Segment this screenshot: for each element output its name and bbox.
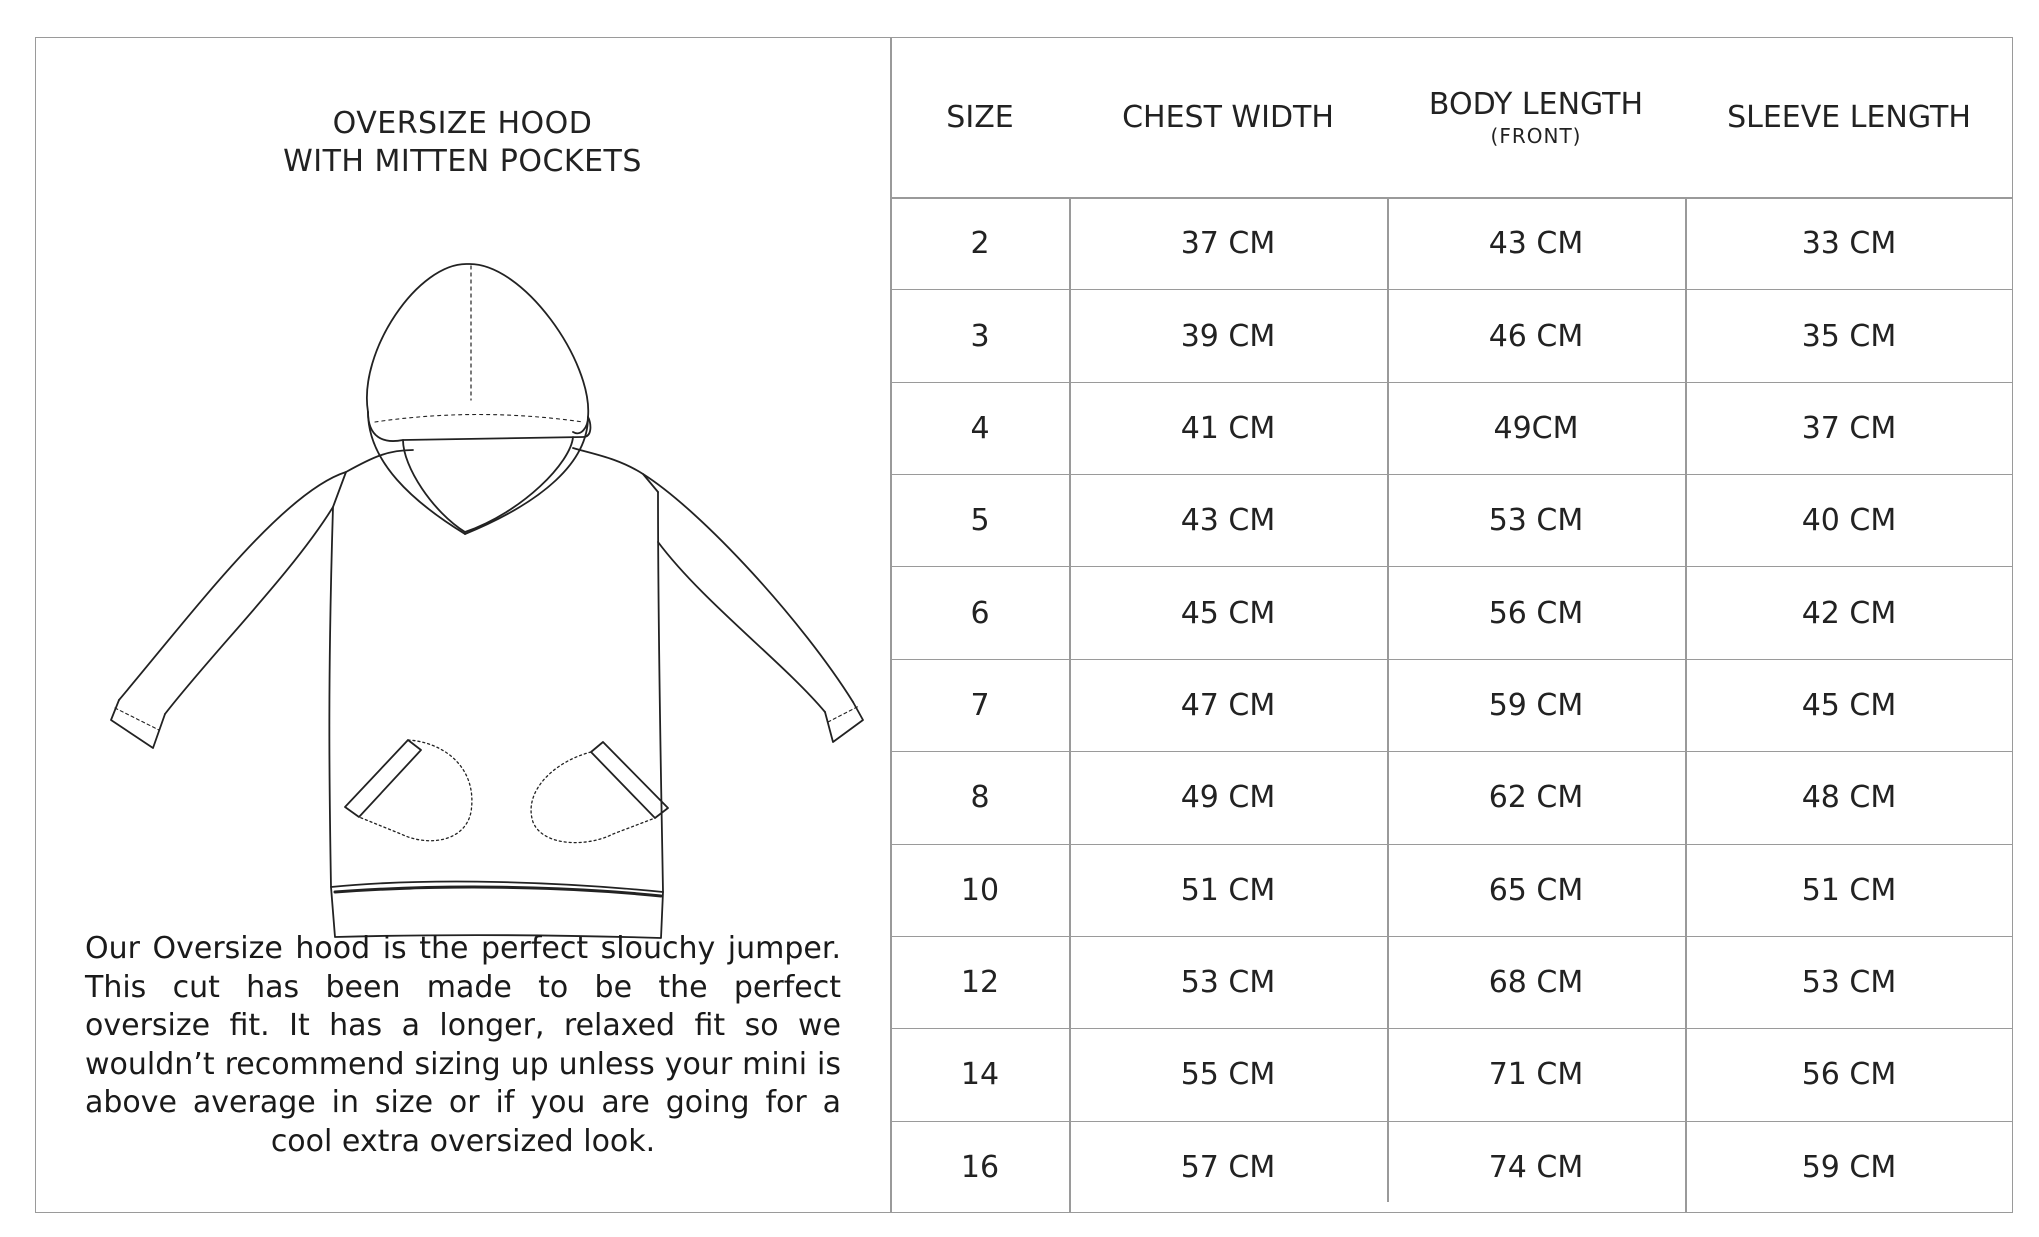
table-row xyxy=(891,751,2013,843)
hood-side-right xyxy=(465,417,588,534)
hood-inner-right xyxy=(465,437,573,532)
column-divider xyxy=(1387,197,1389,1202)
cell-chest-width: 53 CM xyxy=(1180,965,1276,1001)
right-cuff-stitch xyxy=(828,706,859,722)
cell-chest-width: 37 CM xyxy=(1180,225,1276,261)
cell-size: 6 xyxy=(970,595,990,631)
cell-body-length: 71 CM xyxy=(1488,1057,1584,1093)
cell-chest-width: 55 CM xyxy=(1180,1057,1276,1093)
hood-rim xyxy=(368,412,590,441)
hood-rim-stitch xyxy=(375,415,583,423)
table-row xyxy=(891,197,2013,289)
cell-body-length: 53 CM xyxy=(1488,503,1584,539)
left-sleeve-outer xyxy=(119,472,346,700)
cell-size: 12 xyxy=(960,965,1000,1001)
table-row xyxy=(891,289,2013,381)
cell-sleeve-length: 40 CM xyxy=(1801,503,1897,539)
hood-outline xyxy=(367,264,588,433)
table-row xyxy=(891,1121,2013,1213)
table-row xyxy=(891,936,2013,1028)
table-row xyxy=(891,844,2013,936)
column-divider xyxy=(1069,197,1071,1213)
product-panel xyxy=(35,37,890,1213)
cell-size: 5 xyxy=(970,503,990,539)
product-title-line1: OVERSIZE HOOD xyxy=(332,106,593,141)
cell-size: 4 xyxy=(970,410,990,446)
size-table xyxy=(891,37,2013,1213)
cell-sleeve-length: 53 CM xyxy=(1801,965,1897,1001)
header-chest-label: CHEST WIDTH xyxy=(1122,99,1334,135)
cell-chest-width: 45 CM xyxy=(1180,595,1276,631)
cell-body-length: 65 CM xyxy=(1488,872,1584,908)
cell-sleeve-length: 56 CM xyxy=(1801,1057,1897,1093)
table-row xyxy=(891,566,2013,658)
cell-size: 16 xyxy=(960,1149,1000,1185)
table-row xyxy=(891,474,2013,566)
body-outline xyxy=(329,472,663,892)
cell-body-length: 49CM xyxy=(1493,410,1579,446)
cell-body-length: 62 CM xyxy=(1488,780,1584,816)
cell-size: 8 xyxy=(970,780,990,816)
header-chest-width xyxy=(1069,37,1387,197)
cell-body-length: 59 CM xyxy=(1488,687,1584,723)
hood-inner-left xyxy=(403,440,465,532)
cell-chest-width: 39 CM xyxy=(1180,318,1276,354)
cell-chest-width: 41 CM xyxy=(1180,410,1276,446)
table-row xyxy=(891,382,2013,474)
cell-body-length: 68 CM xyxy=(1488,965,1584,1001)
cell-sleeve-length: 33 CM xyxy=(1801,225,1897,261)
cell-chest-width: 49 CM xyxy=(1180,780,1276,816)
right-pocket-bag xyxy=(531,752,655,843)
right-pocket-edge xyxy=(591,742,668,818)
product-title-line2: WITH MITTEN POCKETS xyxy=(283,144,642,179)
right-cuff xyxy=(825,702,863,742)
cell-size: 2 xyxy=(970,225,990,261)
left-cuff xyxy=(111,700,165,748)
cell-sleeve-length: 48 CM xyxy=(1801,780,1897,816)
left-pocket-edge xyxy=(345,740,421,817)
cell-body-length: 46 CM xyxy=(1488,318,1584,354)
cell-body-length: 43 CM xyxy=(1488,225,1584,261)
table-row xyxy=(891,1028,2013,1120)
cell-chest-width: 51 CM xyxy=(1180,872,1276,908)
header-sleeve-length xyxy=(1685,37,2013,197)
header-sleeve-label: SLEEVE LENGTH xyxy=(1727,99,1971,135)
left-sleeve-inner xyxy=(165,507,333,714)
header-size-label: SIZE xyxy=(946,99,1014,135)
product-description: Our Oversize hood is the perfect slouchy jumper. This cut has been made to be the perfect oversize fit. It has a longer, relaxed fit so we wouldn’t recommend sizing up unless your mini is above average in size or if you are going for a cool extra oversized look. xyxy=(85,931,841,1159)
cell-chest-width: 57 CM xyxy=(1180,1149,1276,1185)
header-body-sublabel: (FRONT) xyxy=(1490,123,1582,148)
cell-body-length: 74 CM xyxy=(1488,1149,1584,1185)
cell-body-length: 56 CM xyxy=(1488,595,1584,631)
shoulder-right xyxy=(573,448,658,492)
cell-size: 14 xyxy=(960,1057,1000,1093)
cell-sleeve-length: 51 CM xyxy=(1801,872,1897,908)
cell-chest-width: 43 CM xyxy=(1180,503,1276,539)
cell-size: 10 xyxy=(960,872,1000,908)
cell-sleeve-length: 42 CM xyxy=(1801,595,1897,631)
hoodie-illustration xyxy=(83,222,883,942)
cell-chest-width: 47 CM xyxy=(1180,687,1276,723)
product-title xyxy=(35,105,890,181)
cell-size: 7 xyxy=(970,687,990,723)
hood-side-left xyxy=(368,412,465,534)
right-sleeve-outer xyxy=(643,474,853,702)
cell-sleeve-length: 37 CM xyxy=(1801,410,1897,446)
cell-size: 3 xyxy=(970,318,990,354)
cell-sleeve-length: 45 CM xyxy=(1801,687,1897,723)
column-divider xyxy=(1685,197,1687,1213)
header-size xyxy=(891,37,1069,197)
header-body-length xyxy=(1387,37,1685,197)
header-body-label: BODY LENGTH xyxy=(1428,86,1644,122)
cell-sleeve-length: 35 CM xyxy=(1801,318,1897,354)
cell-sleeve-length: 59 CM xyxy=(1801,1149,1897,1185)
table-row xyxy=(891,659,2013,751)
